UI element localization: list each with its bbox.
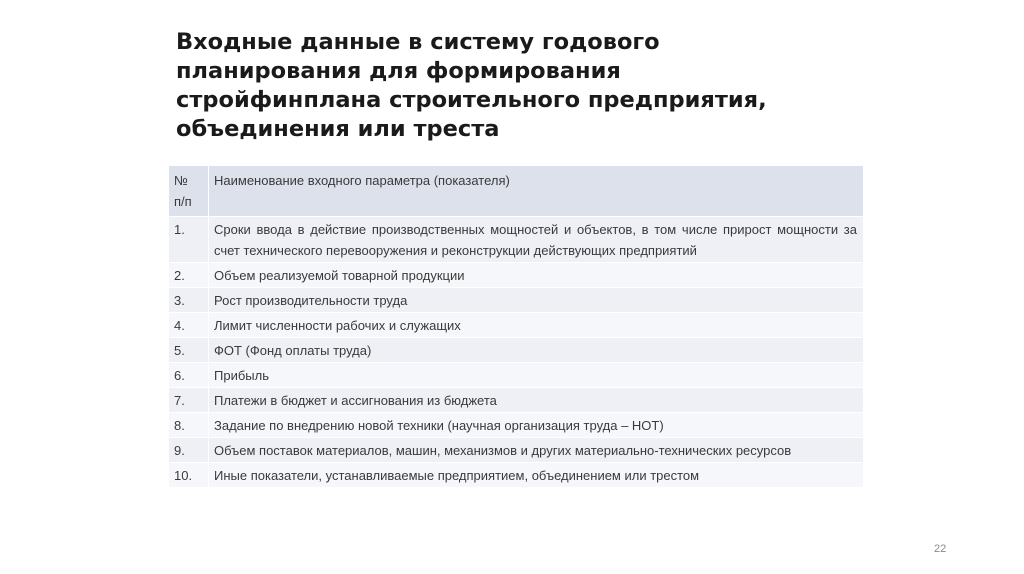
row-name: ФОТ (Фонд оплаты труда) xyxy=(209,338,864,363)
row-num: 10. xyxy=(169,463,209,488)
row-name: Прибыль xyxy=(209,363,864,388)
table-row xyxy=(169,363,864,388)
row-num: 6. xyxy=(169,363,209,388)
row-name: Платежи в бюджет и ассигнования из бюджета xyxy=(209,388,864,413)
table-row xyxy=(169,263,864,288)
row-num: 2. xyxy=(169,263,209,288)
slide-title: Входные данные в систему годового планирования для формирования стройфинплана строительного предприятия, объединения или треста xyxy=(176,29,767,142)
table-row xyxy=(169,388,864,413)
row-num: 9. xyxy=(169,438,209,463)
row-name: Задание по внедрению новой техники (научная организация труда – НОТ) xyxy=(209,413,864,438)
row-num: 3. xyxy=(169,288,209,313)
header-num: № п/п xyxy=(169,166,209,217)
row-num: 4. xyxy=(169,313,209,338)
table-row xyxy=(169,313,864,338)
row-num: 7. xyxy=(169,388,209,413)
row-name: Объем реализуемой товарной продукции xyxy=(209,263,864,288)
table-header-row xyxy=(169,166,864,217)
table-row xyxy=(169,338,864,363)
table-row xyxy=(169,413,864,438)
row-name: Рост производительности труда xyxy=(209,288,864,313)
page-number: 22 xyxy=(934,543,947,555)
header-name: Наименование входного параметра (показателя) xyxy=(209,166,864,217)
row-num: 5. xyxy=(169,338,209,363)
row-name: Иные показатели, устанавливаемые предприятием, объединением или трестом xyxy=(209,463,864,488)
row-name: Лимит численности рабочих и служащих xyxy=(209,313,864,338)
row-num: 8. xyxy=(169,413,209,438)
row-name: Объем поставок материалов, машин, механизмов и других материально-технических ресурсов xyxy=(209,438,864,463)
row-num: 1. xyxy=(169,217,209,263)
table-row xyxy=(169,438,864,463)
input-parameters-table xyxy=(168,165,864,488)
row-name: Сроки ввода в действие производственных мощностей и объектов, в том числе прирост мощности за счет технического перевооружения и реконструкции действующих предприятий xyxy=(209,217,864,263)
table-row xyxy=(169,217,864,263)
table-row xyxy=(169,288,864,313)
table-row xyxy=(169,463,864,488)
